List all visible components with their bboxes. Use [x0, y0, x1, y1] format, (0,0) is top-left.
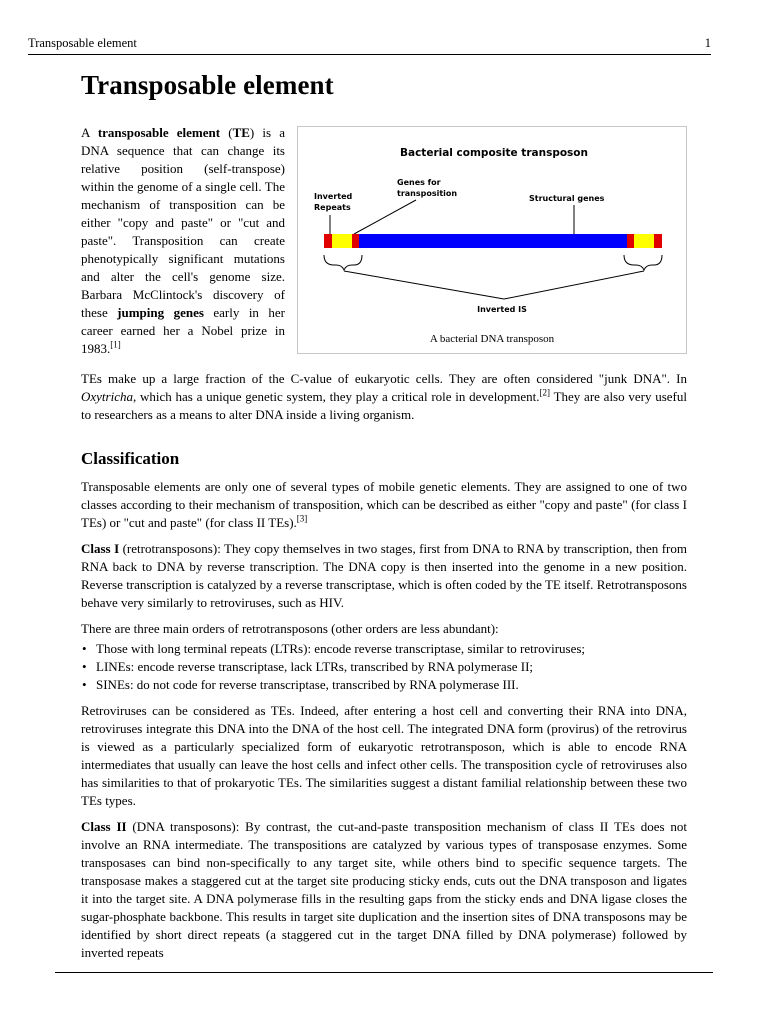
running-title: Transposable element: [28, 36, 137, 50]
bar-left-red-outer: [324, 234, 332, 248]
intro-paragraph: [81, 124, 285, 358]
label-structural-genes: Structural genes: [529, 194, 605, 203]
organism-oxytricha: Oxytricha: [81, 389, 133, 404]
running-header: [28, 36, 711, 55]
label-genes-line2: transposition: [397, 189, 458, 198]
classification-heading: Classification: [81, 449, 180, 468]
transposon-diagram: [298, 127, 686, 353]
classification-intro-text: Transposable elements are only one of several types of mobile genetic elements. They are assigned to one of two classes according to their mechanism of transposition, which can be described as either "copy and paste" (for class I TEs) or "cut and paste" (for class II TEs).: [81, 479, 687, 530]
orders-intro: There are three main orders of retrotransposons (other orders are less abundant):: [81, 621, 499, 636]
article-body: [81, 370, 687, 970]
label-inverted-repeats-line2: Repeats: [314, 203, 351, 212]
bar-left-red-inner: [352, 234, 359, 248]
term-jumping-genes: jumping genes: [117, 305, 204, 320]
page-number: 1: [704, 36, 711, 50]
right-is-brace: [624, 255, 662, 270]
intro-text-3: ) is a DNA sequence that can change its relative position (self-transpose) within the genome of a single cell. The mechanism of transposition can be either "copy and paste" or "cut and paste". Transposition can create phenotypically significant mutations and alter the cell's genome size. Barbara McClintock's discovery of these: [81, 125, 285, 320]
classification-intro-paragraph: [81, 478, 687, 532]
list-item: • SINEs: do not code for reverse transcriptase, transcribed by RNA polymerase III.: [81, 676, 687, 694]
list-item: • LINEs: encode reverse transcriptase, lack LTRs, transcribed by RNA polymerase II;: [81, 658, 687, 676]
diagram-title: Bacterial composite transposon: [399, 147, 589, 159]
bar-right-red-inner: [627, 234, 634, 248]
class-ii-label: Class II: [81, 819, 127, 834]
intro-text-1: A: [81, 125, 98, 140]
retrovirus-paragraph: Retroviruses can be considered as TEs. Indeed, after entering a host cell and converting their RNA into DNA, retroviruses integrate this DNA into the DNA of the host cell. The integrated DNA form (provirus) of the retrovirus is viewed as a particularly specialized form of eukaryotic retrotransposon, which is able to encode RNA intermediates that usually can leave the host cells and infect other cells. The transposition cycle of retroviruses also has similarities to that of prokaryotic TEs. The similarities suggest a distant familial relationship between these two TEs types.: [81, 703, 687, 808]
citation-2[interactable]: [2]: [539, 387, 551, 398]
intro-text-4: early in her career earned her a Nobel prize in 1983.: [81, 305, 285, 356]
label-inverted-is: Inverted IS: [477, 305, 527, 314]
label-inverted-repeats-line1: Inverted: [314, 192, 353, 201]
bar-right-red-outer: [654, 234, 662, 248]
te-overview-text-1: TEs make up a large fraction of the C-value of eukaryotic cells. They are often considered "junk DNA". In: [81, 371, 687, 386]
citation-3[interactable]: [3]: [296, 513, 308, 524]
label-genes-line1: Genes for: [397, 178, 441, 187]
te-overview-text-2: , which has a unique genetic system, they play a critical role in development.: [132, 389, 540, 404]
term-te: TE: [232, 125, 250, 140]
class-ii-text: (DNA transposons): By contrast, the cut-and-paste transposition mechanism of class II TEs does not involve an RNA intermediate. The transpositions are catalyzed by various types of transposase enzymes. Some transposases can bind non-specifically to any target site, while others bind to specific sequence targets. The transposase makes a staggered cut at the target site producing sticky ends, cuts out the DNA transposon and ligates it into the target site. A DNA polymerase fills in the resulting gaps from the sticky ends and DNA ligase closes the sugar-phosphate backbone. This results in target site duplication and the insertion sites of DNA transposons may be identified by short direct repeats (a staggered cut in the target DNA filled by DNA polymerase) followed by inverted repeats: [81, 819, 687, 960]
class-i-label: Class I: [81, 541, 120, 556]
bar-left-yellow: [332, 234, 352, 248]
retrotransposon-orders-list: [81, 640, 687, 694]
bar-right-yellow: [634, 234, 654, 248]
class-ii-paragraph: [81, 818, 687, 962]
intro-text-2: (: [220, 125, 233, 140]
transposon-figure: [297, 126, 687, 354]
citation-1[interactable]: [1]: [110, 339, 121, 350]
class-i-paragraph: [81, 540, 687, 612]
footer-rule: [55, 972, 713, 973]
te-overview-paragraph: [81, 370, 687, 424]
list-item: • Those with long terminal repeats (LTRs): encode reverse transcriptase, similar to retroviruses;: [81, 640, 687, 658]
te-overview-text-3: They are also very useful to researchers as a means to alter DNA inside a living organism.: [81, 389, 687, 422]
figure-caption: A bacterial DNA transposon: [429, 333, 555, 345]
pointer-right-is: [504, 271, 644, 299]
page-title: Transposable element: [81, 70, 334, 100]
class-i-text: (retrotransposons): They copy themselves in two stages, first from DNA to RNA by transcription, then from RNA back to DNA by reverse transcription. The DNA copy is then inserted into the genome in a new position. Reverse transcription is catalyzed by a reverse transcriptase, which is often coded by the TE itself. Retrotransposons behave very similarly to retroviruses, such as HIV.: [81, 541, 687, 610]
left-is-brace: [324, 255, 362, 270]
term-transposable-element: transposable element: [97, 125, 221, 140]
pointer-genes: [354, 200, 416, 234]
bar-structural-region: [359, 234, 627, 248]
pointer-left-is: [344, 271, 504, 299]
